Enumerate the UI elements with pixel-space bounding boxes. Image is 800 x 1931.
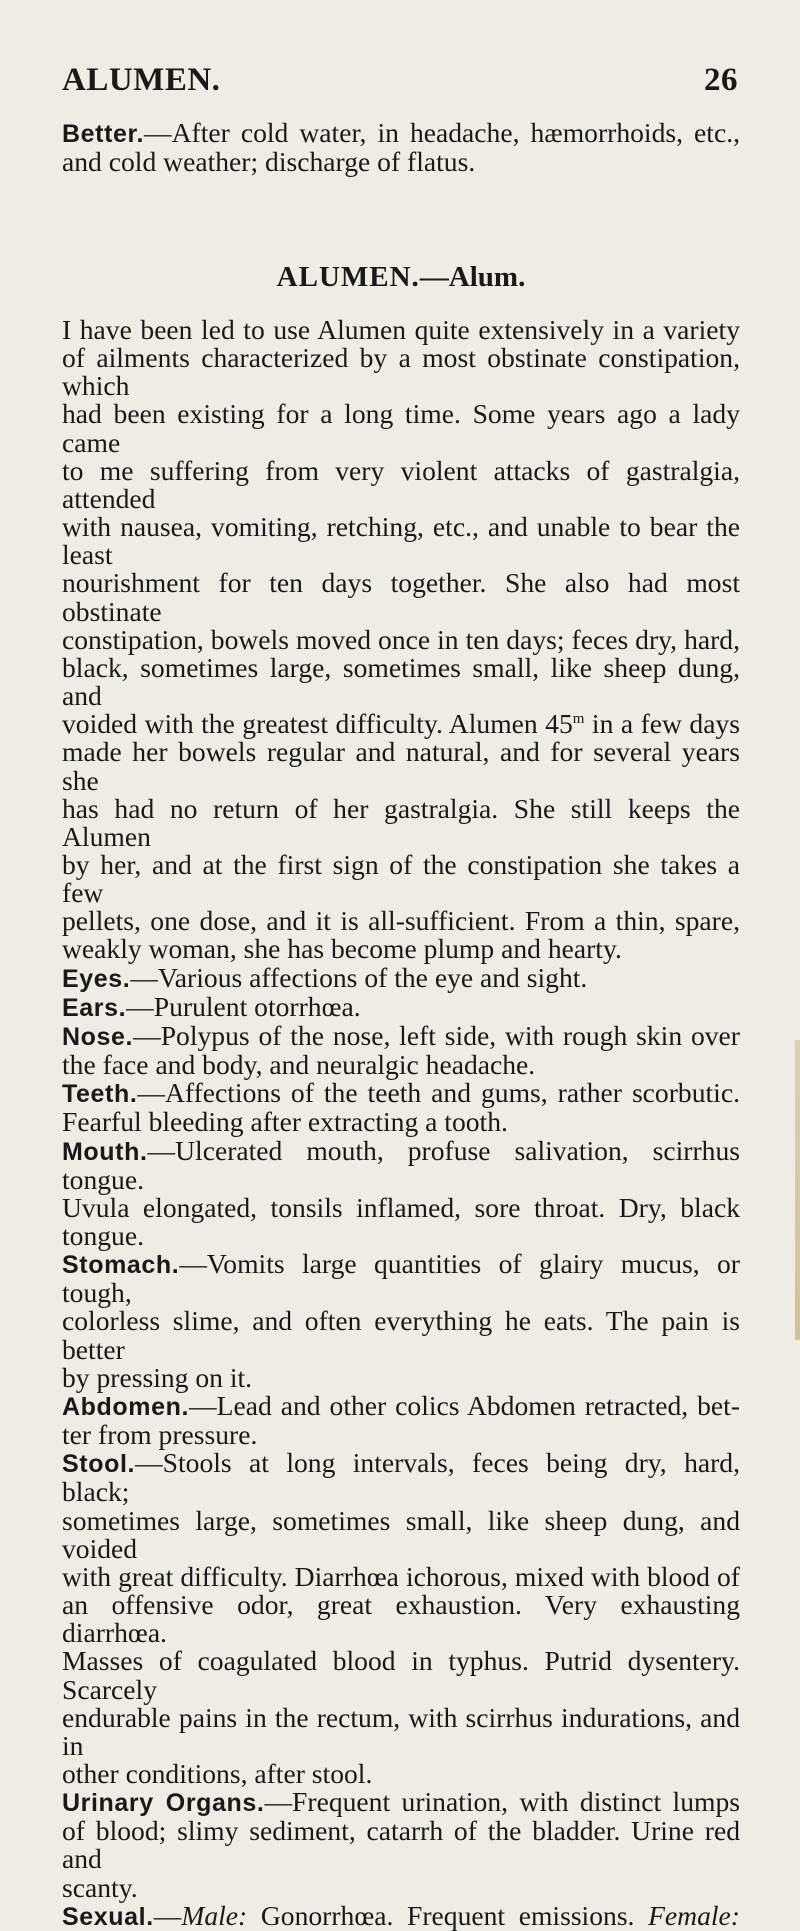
page-number: 26 bbox=[704, 62, 738, 98]
stool-label: Stool. bbox=[62, 1450, 136, 1479]
intro-line: has had no return of her gastralgia. She still keeps the Alumen bbox=[62, 792, 740, 852]
better-label: Better. bbox=[62, 120, 145, 148]
intro-line: weakly woman, she has become plump and hearty. bbox=[62, 933, 622, 965]
intro-line: nourishment for ten days together. She also had most obstinate bbox=[62, 567, 740, 627]
intro-line: made her bowels regular and natural, and for several years she bbox=[62, 736, 740, 796]
symptom-ears: Ears.—Purulent otorrhœa. bbox=[62, 990, 361, 1022]
symptom-mouth: Mouth.—Ulcerated mouth, profuse salivation, scirrhus tongue. bbox=[62, 1134, 740, 1195]
symptom-stool: Stool.—Stools at long intervals, feces being dry, hard, black; bbox=[62, 1447, 740, 1508]
heading-main: ALUMEN. bbox=[276, 261, 420, 293]
ears-label: Ears. bbox=[62, 993, 127, 1022]
nose-label: Nose. bbox=[62, 1022, 134, 1051]
sexual-label: Sexual. bbox=[62, 1902, 154, 1931]
intro-line: had been existing for a long time. Some years ago a lady came bbox=[62, 398, 740, 458]
heading-sub: —Alum. bbox=[419, 261, 526, 293]
symptom-nose: Nose.—Polypus of the nose, left side, with rough skin over bbox=[62, 1019, 740, 1051]
body-text: I have been led to use Alumen quite extensively in a variety of ailments characterized by a most obstinate constipation, which had been existing for a long time. Some years ago a lady came to me suffering from very violent attacks of gastralgia, attended with nausea, vomiting, retching, etc., and unable to bear the least nourishment for ten days together. She also had most obstinate constipation, bowels moved once in ten days; feces dry, hard, black, sometimes large, sometimes small, like sheep dung, and voided with the greatest difficulty. Alumen 45$^m$ in a few days made her bowels regular and natural, and for several years she has had no return of her gastralgia. She still keeps the Alumen by her, and at the first sign of the constipation she takes a few pellets, one dose, and it is all-sufficient. From a thin, spare, weakly woman, she has become plump and hearty. Eyes.—Various affections of the eye and sight. Ears.—Purulent otorrhœa. Nose.—Polypus of the nose, left side, with rough skin over the face and body, and neuralgic headache. Teeth.—Affections of the teeth and gums, rather scorbutic. Fearful bleeding after extracting a tooth. Mouth.—Ulcerated mouth, profuse salivation, scirrhus tongue. Uvula elongated, tonsils inflamed, sore throat. Dry, black tongue. Stomach.—Vomits large quantities of glairy mucus, or tough, colorless slime, and often everything he eats. The pain is better by pressing on it. Abdomen.—Lead and other colics Abdomen retracted, bet- ter from pressure. Stool.—Stools at long intervals, feces being dry, hard, black; sometimes large, sometimes small, like sheep dung, and voided with great difficulty. Diarrhœa ichorous, mixed with blood of an offensive odor, great exhaustion. Very exhausting diarrhœa. Masses of coagulated blood in typhus. Putrid dysentery. Scarcely endurable pains in the rectum, with scirrhus indurations, and in other conditions, after stool. Urinary Organs.—Frequent urination, with distinct lumps of blood; slimy sediment, catarrh of the bladder. Urine red and scanty. Sexual.—Male: Gonorrhœa. Frequent emissions. Female: bbox=[62, 314, 741, 1931]
symptom-teeth: Teeth.—Affections of the teeth and gums, rather scorbutic. bbox=[62, 1077, 740, 1109]
intro-line: of ailments characterized by a most obstinate constipation, which bbox=[62, 342, 740, 402]
symptom-urinary: Urinary Organs.—Frequent urination, with distinct lumps bbox=[62, 1786, 741, 1818]
symptom-sexual: Sexual.—Male: Gonorrhœa. Frequent emissions. Female: bbox=[62, 1899, 740, 1931]
mouth-label: Mouth. bbox=[62, 1137, 148, 1166]
running-title: ALUMEN. bbox=[62, 62, 221, 98]
intro-line: to me suffering from very violent attacks of gastralgia, attended bbox=[62, 454, 740, 514]
section-heading bbox=[62, 260, 740, 294]
symptom-eyes: Eyes.—Various affections of the eye and sight. bbox=[62, 961, 588, 993]
running-head bbox=[62, 62, 738, 99]
abdomen-label: Abdomen. bbox=[62, 1392, 190, 1421]
symptom-abdomen: Abdomen.—Lead and other colics Abdomen retracted, bet- bbox=[62, 1389, 740, 1421]
urinary-label: Urinary Organs. bbox=[62, 1789, 265, 1818]
intro-line: I have been led to use Alumen quite extensively in a variety bbox=[62, 314, 740, 345]
stomach-label: Stomach. bbox=[62, 1251, 180, 1280]
intro-line: constipation, bowels moved once in ten days; feces dry, hard, bbox=[62, 623, 740, 655]
intro-line: voided with the greatest difficulty. Alumen 45$^m$ in a few days bbox=[62, 708, 741, 740]
intro-line: with nausea, vomiting, retching, etc., and unable to bear the least bbox=[62, 511, 740, 571]
intro-line: by her, and at the first sign of the constipation she takes a few bbox=[62, 848, 740, 909]
intro-line: black, sometimes large, sometimes small, like sheep dung, and bbox=[62, 651, 740, 712]
better-paragraph: Better.—After cold water, in headache, hæmorrhoids, etc., and cold weather; discharge of flatus. bbox=[62, 117, 740, 178]
eyes-label: Eyes. bbox=[62, 964, 131, 993]
symptom-stomach: Stomach.—Vomits large quantities of glairy mucus, or tough, bbox=[62, 1248, 740, 1309]
intro-line: pellets, one dose, and it is all-sufficient. From a thin, spare, bbox=[62, 905, 740, 937]
potency-superscript: m bbox=[572, 711, 585, 727]
page-edge-stain bbox=[795, 1040, 800, 1340]
teeth-label: Teeth. bbox=[62, 1080, 138, 1109]
